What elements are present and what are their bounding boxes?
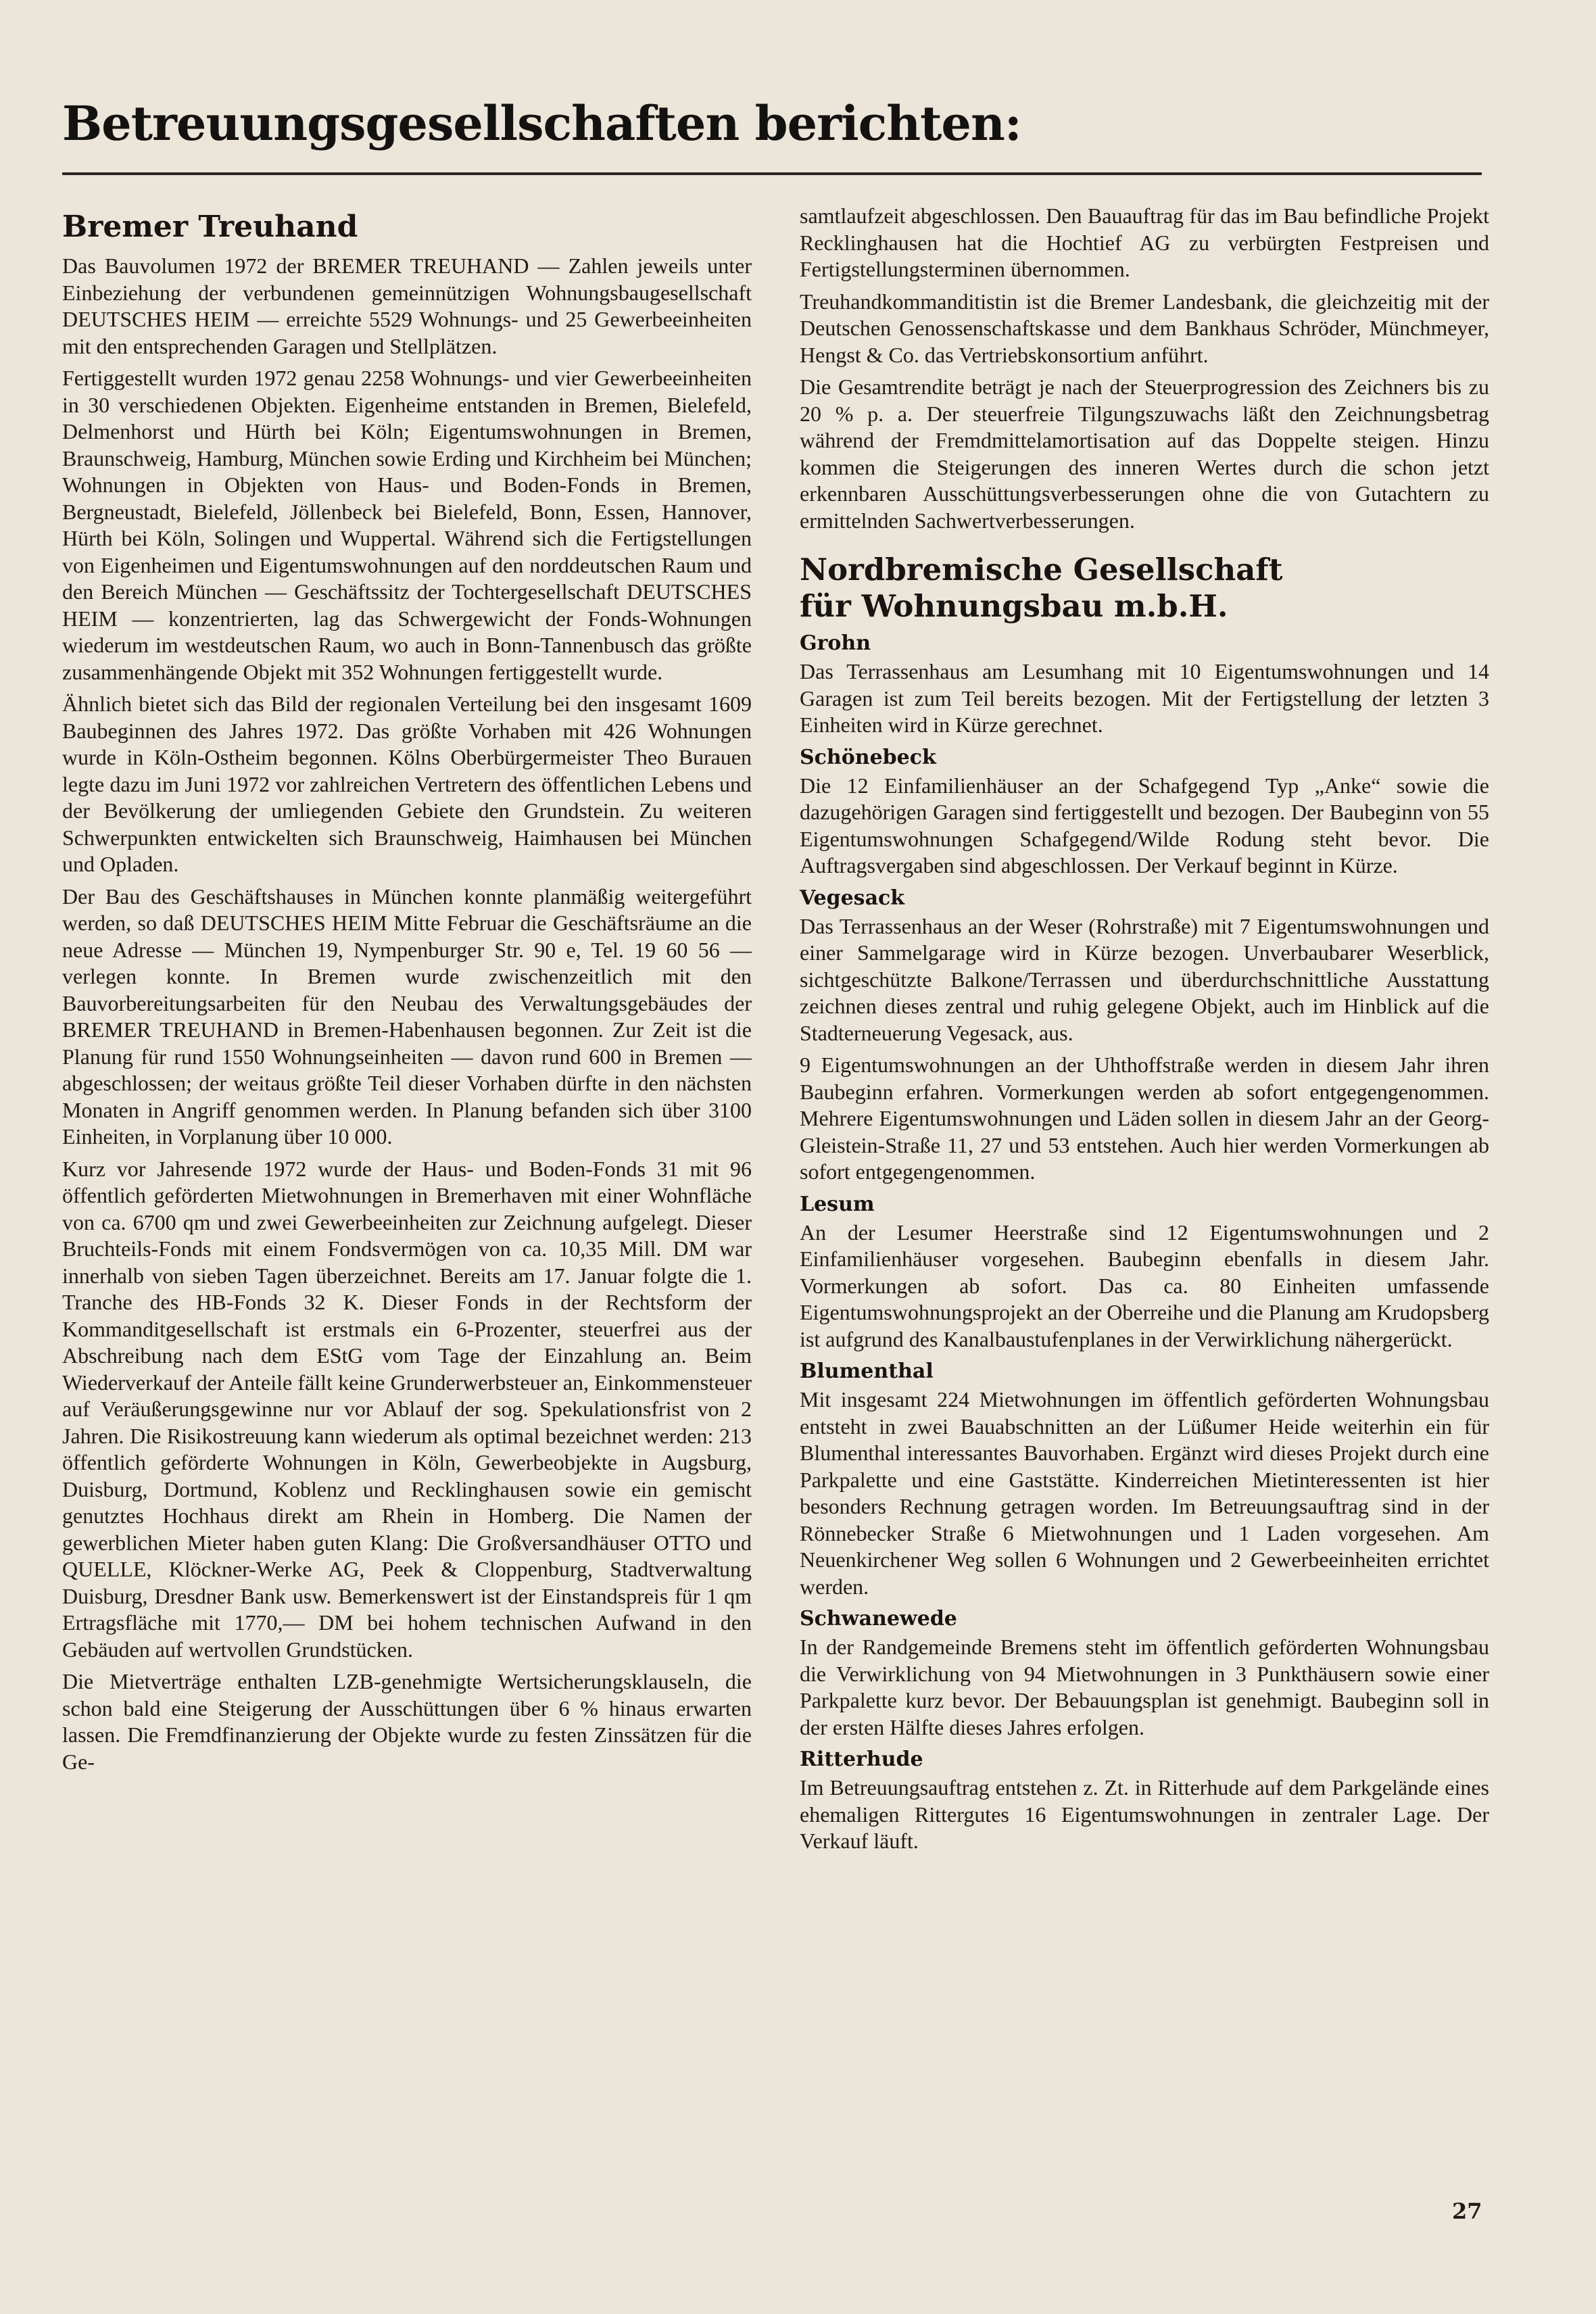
subheading-vegesack: Vegesack [800,886,905,910]
body-paragraph: Kurz vor Jahresende 1972 wurde der Haus- und Boden-Fonds 31 mit 96 öffentlich geförderten Mietwohnungen in Bremerhaven mit einer Wohnfläche von ca. 6700 qm und zwei Gewerbeeinheiten zur Zeichnung aufgelegt. Dieser Bruchteils-Fonds mit einem Fondsvermögen von ca. 10,35 Mill. DM war innerhalb von sieben Tagen überzeichnet. Bereits am 17. Januar folgte die 1. Tranche des HB-Fonds 32 K. Dieser Fonds in der Rechtsform der Kommanditgesellschaft ist erstmals ein 6-Prozenter, steuerfrei aus der Abschreibung nach dem EStG vom Tage der Einzahlung an. Beim Wiederverkauf der Anteile fällt keine Grunderwerbsteuer an, Einkommensteuer auf Veräußerungsgewinne nur vor Ablauf der sog. Spekulationsfrist von 2 Jahren. Die Risikostreuung kann wiederum als optimal bezeichnet werden: 213 öffentlich geförderte Wohnungen in Köln, Gewerbeobjekte in Augsburg, Duisburg, Dortmund, Koblenz und Recklinghausen sowie ein gemischt genutztes Hochhaus direkt am Rhein in Homberg. Die Namen der gewerblichen Mieter haben guten Klang: Die Großversandhäuser OTTO und QUELLE, Klöckner-Werke AG, Peek & Cloppenburg, Stadtverwaltung Duisburg, Dresdner Bank usw. Bemerkenswert ist der Einstandspreis für 1 qm Ertragsfläche mit 1770,— DM bei hohem technischen Aufwand in den Gebäuden auf wertvollen Grundstücken. [62,1156,752,1662]
body-paragraph: An der Lesumer Heerstraße sind 12 Eigentumswohnungen und 2 Einfamilienhäuser vorgesehen. Baubeginn ebenfalls in diesem Jahr. Vormerkungen ab sofort. Das ca. 80 Einheiten umfassende Eigentumswohnungsprojekt an der Oberreihe und die Planung am Krudopsberg ist aufgrund des Kanalbaustufenplanes in der Verwirklichung nähergerückt. [800,1220,1489,1351]
body-paragraph: Ähnlich bietet sich das Bild der regionalen Verteilung bei den insgesamt 1609 Baubeginnen des Jahres 1972. Das größte Vorhaben mit 426 Wohnungen wurde in Köln-Ostheim begonnen. Kölns Oberbürgermeister Theo Burauen legte dazu im Juni 1972 vor zahlreichen Vertretern des öffentlichen Lebens und der Bevölkerung der umliegenden Gebiete den Grundstein. Zu weiteren Schwerpunkten entwickelten sich Braunschweig, Haimhausen bei München und Opladen. [62,692,752,876]
page-number: 27 [1452,2198,1482,2224]
subheading-ritterhude: Ritterhude [800,1747,923,1771]
body-paragraph: Fertiggestellt wurden 1972 genau 2258 Wohnungs- und vier Gewerbeeinheiten in 30 verschiedenen Objekten. Eigenheime entstanden in Bremen, Bielefeld, Delmenhorst und Hürth bei Köln; Eigentumswohnungen in Bremen, Braunschweig, Hamburg, München sowie Erding und Kirchheim bei München; Wohnungen in Objekten von Haus- und Boden-Fonds in Bremen, Bergneustadt, Bielefeld, Jöllenbeck bei Bielefeld, Bonn, Essen, Hannover, Hürth bei Köln, Solingen und Wuppertal. Während sich die Fertigstellungen von Eigenheimen und Eigentumswohnungen auf den norddeutschen Raum und den Bereich München — Geschäftssitz der Tochtergesellschaft DEUTSCHES HEIM — konzentrierten, lag das Schwergewicht der Fonds-Wohnungen wiederum im westdeutschen Raum, wo auch in Bonn-Tannenbusch das größte zusammenhängende Objekt mit 352 Wohnungen fertiggestellt wurde. [62,366,752,684]
body-paragraph: Der Bau des Geschäftshauses in München konnte planmäßig weitergeführt werden, so daß DEUTSCHES HEIM Mitte Februar die Geschäftsräume an die neue Adresse — München 19, Nympenburger Str. 90 e, Tel. 19 60 56 — verlegen konnte. In Bremen wurde zwischenzeitlich mit den Bauvorbereitungsarbeiten für den Neubau des Verwaltungsgebäudes der BREMER TREUHAND in Bremen-Habenhausen begonnen. Zur Zeit ist die Planung für rund 1550 Wohnungseinheiten — davon rund 600 in Bremen — abgeschlossen; der weitaus größte Teil dieser Vorhaben dürfte in den nächsten Monaten in Angriff genommen werden. In Planung befanden sich über 3100 Einheiten, in Vorplanung über 10 000. [62,884,752,1149]
body-paragraph: In der Randgemeinde Bremens steht im öffentlich geförderten Wohnungsbau die Verwirklichung von 94 Mietwohnungen in 3 Punkthäusern sowie einer Parkpalette kurz bevor. Der Bebauungsplan ist genehmigt. Baubeginn soll in der ersten Hälfte dieses Jahres erfolgen. [800,1635,1489,1739]
body-paragraph: Treuhandkommanditistin ist die Bremer Landesbank, die gleichzeitig mit der Deutschen Genossenschaftskasse und dem Bankhaus Schröder, Münchmeyer, Hengst & Co. das Vertriebskonsortium anführt. [800,289,1489,367]
subheading-blumenthal: Blumenthal [800,1359,934,1383]
subheading-schoenebeck: Schönebeck [800,745,936,769]
body-paragraph: Die Mietverträge enthalten LZB-genehmigte Wertsicherungsklauseln, die schon bald eine Steigerung der Ausschüttungen über 6 % hinaus erwarten lassen. Die Fremdfinanzierung der Objekte wurde zu festen Zinssätzen für die Ge- [62,1669,752,1774]
body-paragraph: Mit insgesamt 224 Mietwohnungen im öffentlich geförderten Wohnungsbau entsteht in zwei Bauabschnitten an der Lüßumer Heide weiterhin ein für Blumenthal interessantes Bauvorhaben. Ergänzt wird dieses Projekt durch eine Parkpalette und eine Gaststätte. Kinderreichen Mietinteressenten ist hier besonders Rechnung getragen worden. Im Betreuungsauftrag sind in der Rönnebecker Straße 6 Mietwohnungen und 1 Laden vorgesehen. Am Neuenkirchener Weg sollen 6 Wohnungen und 2 Gewerbeeinheiten errichtet werden. [800,1387,1489,1599]
body-paragraph: samtlaufzeit abgeschlossen. Den Bauauftrag für das im Bau befindliche Projekt Recklinghausen hat die Hochtief AG zu verbürgten Festpreisen und Fertigstellungsterminen übernommen. [800,203,1489,281]
org-heading-line-1: Nordbremische Gesellschaft [800,552,1283,587]
body-paragraph: Das Terrassenhaus am Lesumhang mit 10 Eigentumswohnungen und 14 Garagen ist zum Teil bereits bezogen. Mit der Fertigstellung der letzten 3 Einheiten wird in Kürze gerechnet. [800,659,1489,737]
body-paragraph: Das Terrassenhaus an der Weser (Rohrstraße) mit 7 Eigentumswohnungen und einer Sammelgarage wird in Kürze bezogen. Unverbaubarer Weserblick, sichtgeschützte Balkone/Terrassen und überdurchschnittliche Ausstattung zeichnen dieses zentral und ruhig gelegene Objekt, auch im Hinblick auf die Stadterneuerung Vegesack, aus. [800,913,1489,1045]
subheading-schwanewede: Schwanewede [800,1607,957,1631]
section-heading-nordbremische [800,552,1489,625]
page-title: Betreuungsgesellschaften berichten: [62,95,1021,151]
body-paragraph: Die Gesamtrendite beträgt je nach der Steuerprogression des Zeichners bis zu 20 % p. a. Der steuerfreie Tilgungszuwachs läßt den Zeichnungsbetrag während der Fremdmittelamortisation auf das Doppelte steigen. Hinzu kommen die Steigerungen des inneren Wertes durch die schon jetzt erkennbaren Ausschüttungsverbesserungen ohne die von Gutachtern zu ermittelnden Sachwertverbesserungen. [800,375,1489,533]
org-heading-line-2: für Wohnungsbau m.b.H. [800,588,1228,624]
section-heading-bremer-treuhand: Bremer Treuhand [62,210,358,244]
subheading-lesum: Lesum [800,1192,875,1216]
subheading-grohn: Grohn [800,631,871,655]
body-paragraph: Das Bauvolumen 1972 der BREMER TREUHAND — Zahlen jeweils unter Einbeziehung der verbundenen gemeinnützigen Wohnungsbaugesellschaft DEUTSCHES HEIM — erreichte 5529 Wohnungs- und 25 Gewerbeeinheiten mit den entsprechenden Garagen und Stellplätzen. [62,254,752,358]
body-paragraph: Im Betreuungsauftrag entstehen z. Zt. in Ritterhude auf dem Parkgelände eines ehemaligen Rittergutes 16 Eigentumswohnungen in zentraler Lage. Der Verkauf läuft. [800,1775,1489,1853]
body-paragraph: 9 Eigentumswohnungen an der Uhthoffstraße werden in diesem Jahr ihren Baubeginn erfahren. Vormerkungen werden ab sofort entgegengenommen. Mehrere Eigentumswohnungen und Läden sollen in diesem Jahr an der Georg-Gleistein-Straße 11, 27 und 53 entstehen. Auch hier werden Vormerkungen ab sofort entgegengenommen. [800,1053,1489,1184]
title-divider [62,172,1482,175]
right-column [800,203,1489,1860]
left-column [62,203,752,1781]
body-paragraph: Die 12 Einfamilienhäuser an der Schafgegend Typ „Anke“ sowie die dazugehörigen Garagen sind fertiggestellt und bezogen. Der Baubeginn von 55 Eigentumswohnungen Schafgegend/Wilde Rodung steht bevor. Die Auftragsvergaben sind abgeschlossen. Der Verkauf beginnt in Kürze. [800,773,1489,877]
